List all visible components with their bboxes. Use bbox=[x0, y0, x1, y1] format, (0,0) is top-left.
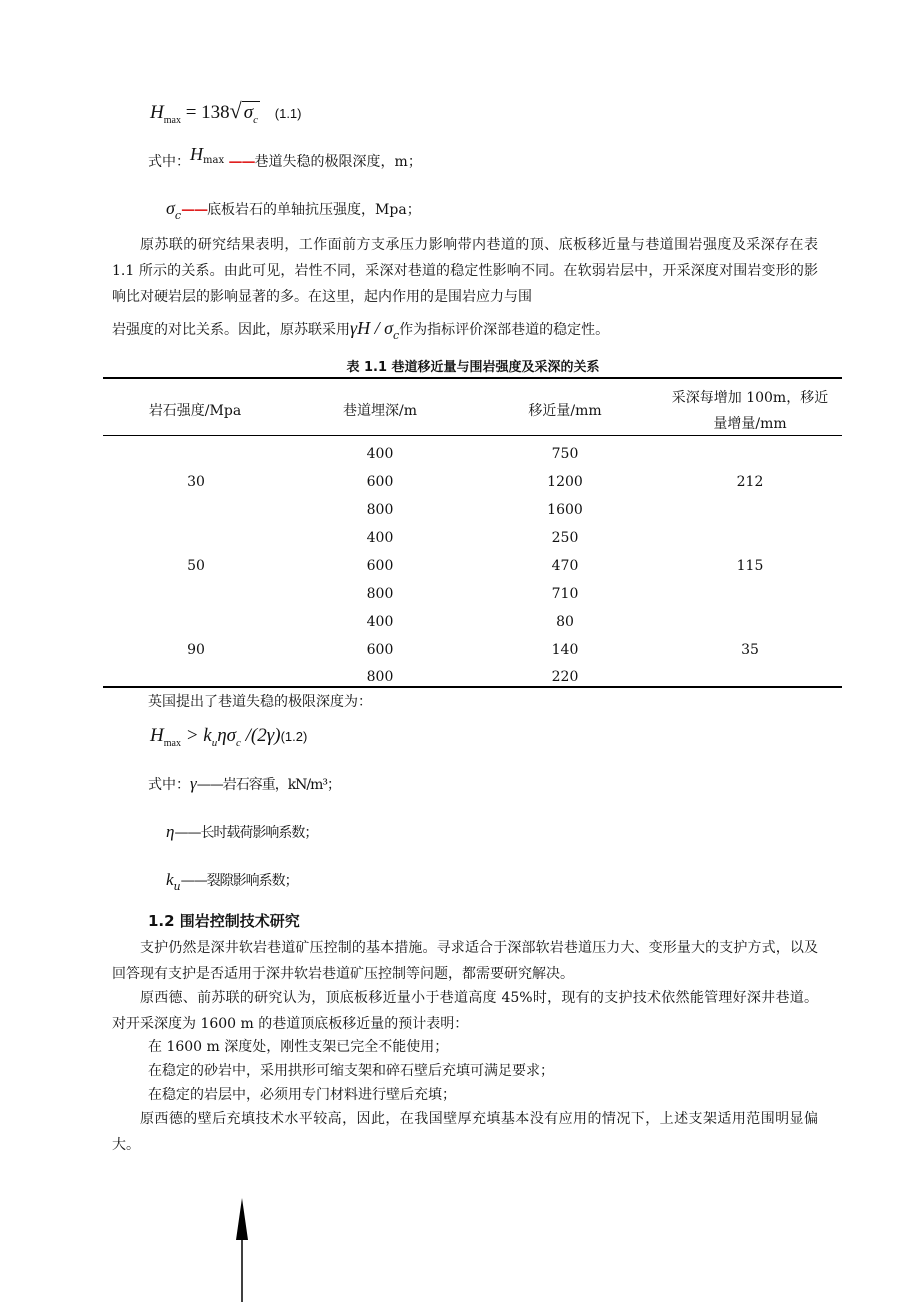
gamma-symbol: γ bbox=[190, 774, 197, 793]
section-line-1600m: 在 1600 m 深度处，刚性支架已完全不能使用； bbox=[148, 1039, 449, 1055]
where1-h-sub: max bbox=[203, 155, 225, 166]
cell-depth: 600 bbox=[366, 558, 394, 574]
where1-sigma-desc: 底板岩石的单轴抗压强度，Mpa； bbox=[207, 202, 421, 218]
cell-depth: 800 bbox=[366, 669, 394, 685]
cell-displacement: 470 bbox=[551, 558, 579, 574]
where1-sigma-sub: c bbox=[174, 209, 182, 222]
para1-formula: γH / σ bbox=[350, 318, 393, 338]
cell-strength: 50 bbox=[187, 558, 205, 574]
where1-sigma-dash: —— bbox=[181, 202, 208, 218]
eq2-k-sub: u bbox=[211, 737, 218, 749]
cell-increment: 35 bbox=[741, 642, 759, 658]
k-symbol: k bbox=[166, 870, 174, 889]
cell-increment: 212 bbox=[736, 474, 764, 490]
header-depth: 巷道埋深/m bbox=[343, 403, 417, 419]
table-bottom-rule bbox=[103, 686, 842, 688]
cell-displacement: 750 bbox=[551, 446, 579, 462]
eq1-coef: = 138 bbox=[185, 102, 230, 123]
eq2-gt: > k bbox=[180, 725, 212, 746]
eq1-lhs-sub: max bbox=[163, 115, 181, 126]
uk-where-gamma bbox=[148, 774, 340, 794]
cell-displacement: 1200 bbox=[547, 474, 583, 490]
header-increment-line2: 量增量/mm bbox=[713, 416, 787, 432]
cell-depth: 600 bbox=[366, 474, 394, 490]
eta-symbol: η bbox=[166, 822, 175, 841]
para1-suffix: 作为指标评价深部巷道的稳定性。 bbox=[399, 322, 610, 338]
header-increment-line1: 采深每增加 100m，移近 bbox=[671, 390, 829, 406]
table-caption: 表 1.1 巷道移近量与围岩强度及采深的关系 bbox=[346, 360, 600, 375]
cell-displacement: 220 bbox=[551, 669, 579, 685]
table-header-rule bbox=[103, 435, 842, 436]
k-desc: ——裂隙影响系数； bbox=[180, 873, 298, 889]
up-arrow-icon bbox=[232, 1196, 252, 1302]
gamma-desc: ——岩石容重，kN/m³； bbox=[196, 777, 341, 793]
cell-depth: 800 bbox=[366, 502, 394, 518]
para1-formula-sub: c bbox=[392, 329, 400, 342]
table-top-rule bbox=[103, 377, 842, 379]
uk-where-k bbox=[166, 870, 298, 893]
para1-prefix: 岩强度的对比关系。因此，原苏联采用 bbox=[112, 322, 350, 338]
cell-displacement: 80 bbox=[556, 614, 574, 630]
section-paragraph-backfill: 原西德的壁后充填技术水平较高，因此，在我国壁厚充填基本没有应用的情况下，上述支架适用范围明显偏大。 bbox=[112, 1111, 818, 1153]
eq2-sigma-sub: c bbox=[236, 737, 241, 749]
equation-1-1 bbox=[150, 98, 302, 126]
cell-depth: 400 bbox=[366, 530, 394, 546]
eq2-number: (1.2) bbox=[280, 729, 308, 744]
header-displacement: 移近量/mm bbox=[528, 403, 602, 419]
uk-where-eta bbox=[166, 822, 317, 842]
paragraph-soviet-study: 原苏联的研究结果表明，工作面前方支承压力影响带内巷道的顶、底板移近量与巷道围岩强度及采深存在表 1.1 所示的关系。由此可见，岩性不同，采深对巷道的稳定性影响不同。在软弱岩层中，开采深度对围岩变形的影响比对硬岩层的影响显著的多。在这里，起内作用的是围岩应力与围 bbox=[112, 237, 818, 305]
eq2-div: /(2γ) bbox=[240, 725, 281, 746]
eq2-lhs-sub: max bbox=[163, 738, 181, 749]
equation-1-2 bbox=[150, 725, 307, 749]
eq1-lhs: H bbox=[150, 102, 164, 123]
cell-strength: 30 bbox=[187, 474, 205, 490]
eq1-sigma: σ bbox=[243, 102, 254, 123]
eq1-radicand bbox=[242, 101, 260, 126]
cell-depth: 400 bbox=[366, 446, 394, 462]
cell-displacement: 140 bbox=[551, 642, 579, 658]
where1-dash: —— bbox=[228, 154, 255, 170]
header-rock-strength: 岩石强度/Mpa bbox=[148, 403, 242, 419]
k-sub: u bbox=[173, 880, 181, 893]
cell-strength: 90 bbox=[187, 642, 205, 658]
uk-intro: 英国提出了巷道失稳的极限深度为： bbox=[148, 694, 372, 710]
sqrt-sign-icon: √ bbox=[229, 98, 242, 123]
eta-desc: ——长时载荷影响系数； bbox=[174, 825, 318, 841]
eq1-sigma-sub: c bbox=[253, 114, 259, 126]
section-line-stable-rock: 在稳定的岩层中，必须用专门材料进行壁后充填； bbox=[148, 1087, 456, 1103]
cell-displacement: 1600 bbox=[547, 502, 583, 518]
cell-increment: 115 bbox=[736, 558, 764, 574]
eq2-rest: ησ bbox=[217, 725, 237, 746]
eq1-number: (1.1) bbox=[274, 106, 302, 121]
section-heading: 1.2 围岩控制技术研究 bbox=[148, 912, 300, 930]
uk-where-label: 式中： bbox=[148, 777, 190, 793]
cell-depth: 800 bbox=[366, 586, 394, 602]
where1-h-symbol: H bbox=[190, 144, 203, 164]
cell-depth: 400 bbox=[366, 614, 394, 630]
where1-sigma-line bbox=[166, 198, 421, 222]
cell-depth: 600 bbox=[366, 642, 394, 658]
eq2-lhs: H bbox=[150, 725, 164, 746]
where1-sigma-symbol: σ bbox=[166, 198, 175, 218]
where1-label: 式中： bbox=[148, 154, 190, 170]
cell-displacement: 710 bbox=[551, 586, 579, 602]
where1-h-desc: 巷道失稳的极限深度，m； bbox=[254, 154, 422, 170]
paragraph-soviet-study-last-line bbox=[112, 318, 609, 342]
section-paragraph-support: 支护仍然是深井软岩巷道矿压控制的基本措施。寻求适合于深部软岩巷道压力大、变形量大的支护方式，以及回答现有支护是否适用于深井软岩巷道矿压控制等问题，都需要研究解决。 bbox=[112, 940, 818, 982]
section-paragraph-germany: 原西德、前苏联的研究认为，顶底板移近量小于巷道高度 45%时，现有的支护技术依然能管理好深井巷道。对开采深度为 1600 m 的巷道顶底板移近量的预计表明： bbox=[112, 990, 818, 1032]
section-line-sandstone: 在稳定的砂岩中，采用拱形可缩支架和碎石壁后充填可满足要求； bbox=[148, 1063, 554, 1079]
where1-h-line bbox=[148, 144, 422, 174]
cell-displacement: 250 bbox=[551, 530, 579, 546]
